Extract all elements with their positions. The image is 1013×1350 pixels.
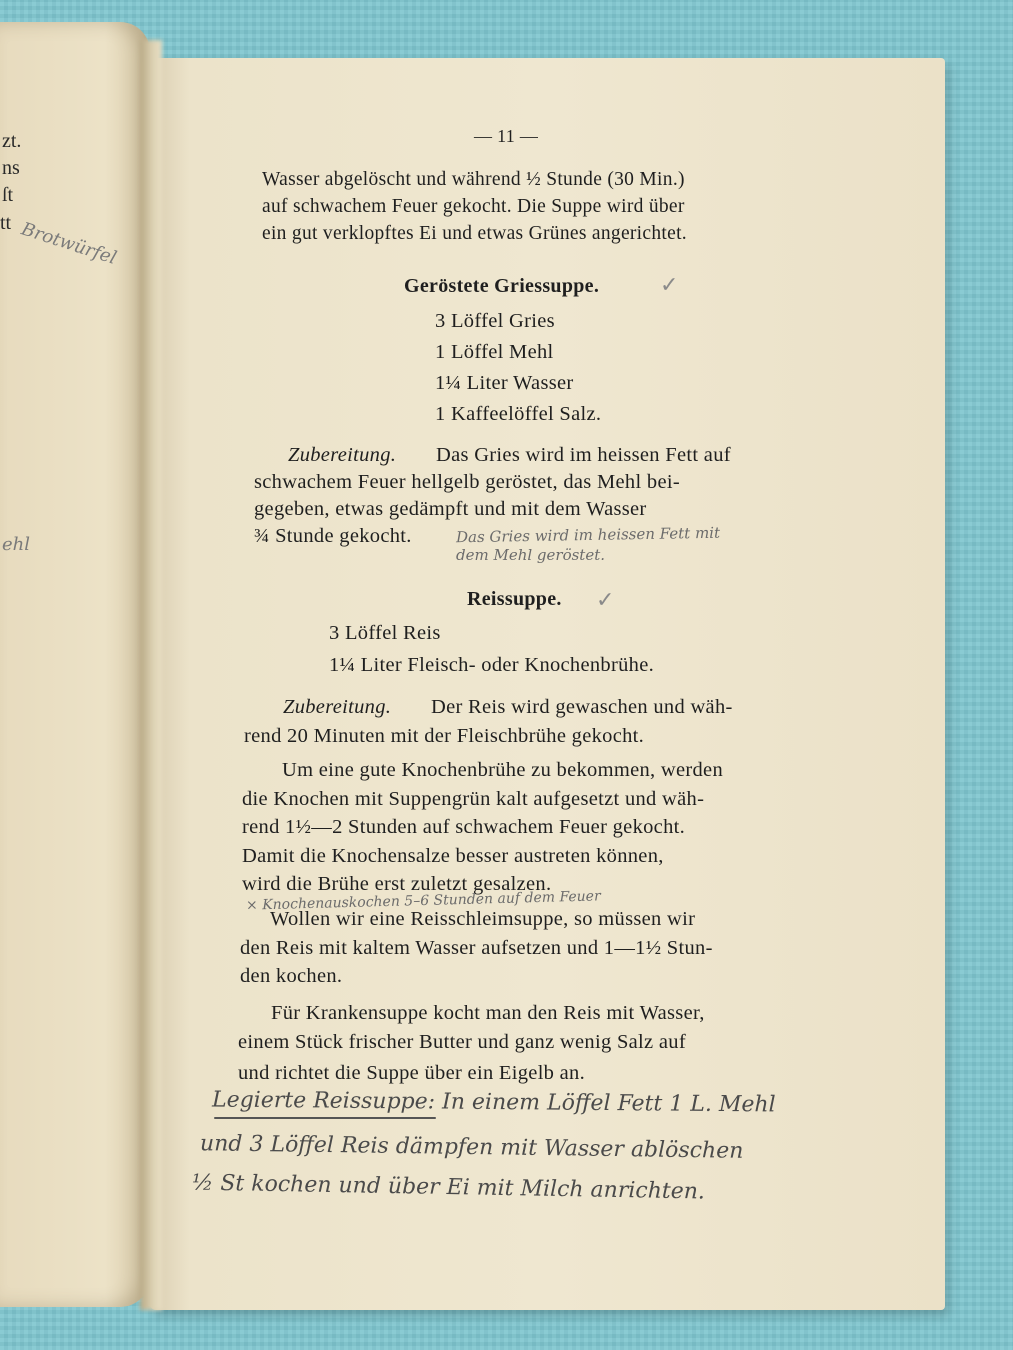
left-handwriting: Brotwürfel xyxy=(18,218,119,269)
text-line: schwachem Feuer hellgelb geröstet, das Mehl bei- xyxy=(254,471,680,493)
text-line: Für Krankensuppe kocht man den Reis mit Wasser, xyxy=(271,1002,705,1024)
text-line: einem Stück frischer Butter und ganz wenig Salz auf xyxy=(238,1031,686,1053)
ingredient: 3 Löffel Gries xyxy=(435,310,555,332)
handwritten-underline xyxy=(214,1117,436,1119)
handwritten-recipe-line: und 3 Löffel Reis dämpfen mit Wasser ablöschen xyxy=(199,1131,744,1164)
text-line: rend 20 Minuten mit der Fleischbrühe gekocht. xyxy=(244,725,645,747)
handwritten-note: Das Gries wird im heissen Fett mit xyxy=(455,523,721,547)
text-line: Wollen wir eine Reisschleimsuppe, so müssen wir xyxy=(270,908,696,930)
text-line: den kochen. xyxy=(240,965,343,987)
left-fragment: ſt xyxy=(2,184,14,206)
ingredient: 1¼ Liter Wasser xyxy=(435,372,574,394)
ingredient: 3 Löffel Reis xyxy=(329,622,441,644)
text-line: und richtet die Suppe über ein Eigelb an. xyxy=(238,1062,586,1084)
text-line: den Reis mit kaltem Wasser aufsetzen und 1—1½ Stun- xyxy=(240,937,713,959)
checkmark-icon: ✓ xyxy=(660,272,679,297)
text-line: Um eine gute Knochenbrühe zu bekommen, werden xyxy=(282,759,724,781)
left-fragment: zt. xyxy=(2,130,22,152)
handwritten-recipe-line: Legierte Reissuppe: In einem Löffel Fett 1 L. Mehl xyxy=(211,1087,776,1118)
text-line: rend 1½—2 Stunden auf schwachem Feuer gekocht. xyxy=(242,816,686,838)
checkmark-icon: ✓ xyxy=(596,587,615,612)
text-line: ein gut verklopftes Ei und etwas Grünes angerichtet. xyxy=(262,223,687,244)
book-spine xyxy=(140,40,162,1310)
page-number: — 11 — xyxy=(474,126,539,146)
text-line: Der Reis wird gewaschen und wäh- xyxy=(431,696,733,718)
text-line: Wasser abgelöscht und während ½ Stunde (30 Min.) xyxy=(262,169,685,190)
text-line: gegeben, etwas gedämpft und mit dem Wasser xyxy=(254,498,647,520)
handwritten-note: dem Mehl geröstet. xyxy=(456,546,606,564)
ingredient: 1 Kaffeelöffel Salz. xyxy=(435,403,602,425)
left-page xyxy=(0,22,150,1307)
left-handwriting: ehl xyxy=(2,534,31,555)
handwritten-recipe-line: ½ St kochen und über Ei mit Milch anrichten. xyxy=(191,1170,706,1205)
text-line: die Knochen mit Suppengrün kalt aufgesetzt und wäh- xyxy=(242,788,705,810)
recipe-title: Geröstete Griessuppe. xyxy=(404,275,600,297)
left-fragment: tt xyxy=(0,212,12,234)
ingredient: 1¼ Liter Fleisch- oder Knochenbrühe. xyxy=(329,654,655,676)
prep-label: Zubereitung. xyxy=(283,696,392,718)
text-line: wird die Brühe erst zuletzt gesalzen. xyxy=(242,873,552,895)
text-line: Das Gries wird im heissen Fett auf xyxy=(436,444,731,466)
handwritten-margin-note: × Knochenauskochen 5–6 Stunden auf dem Feuer xyxy=(245,888,601,914)
right-page xyxy=(150,58,945,1310)
text-line: auf schwachem Feuer gekocht. Die Suppe wird über xyxy=(262,196,685,217)
recipe-title: Reissuppe. xyxy=(467,588,562,610)
prep-label: Zubereitung. xyxy=(288,444,397,466)
text-line: ¾ Stunde gekocht. xyxy=(254,525,412,547)
left-fragment: ns xyxy=(2,157,20,179)
ingredient: 1 Löffel Mehl xyxy=(435,341,554,363)
text-line: Damit die Knochensalze besser austreten können, xyxy=(242,845,664,867)
